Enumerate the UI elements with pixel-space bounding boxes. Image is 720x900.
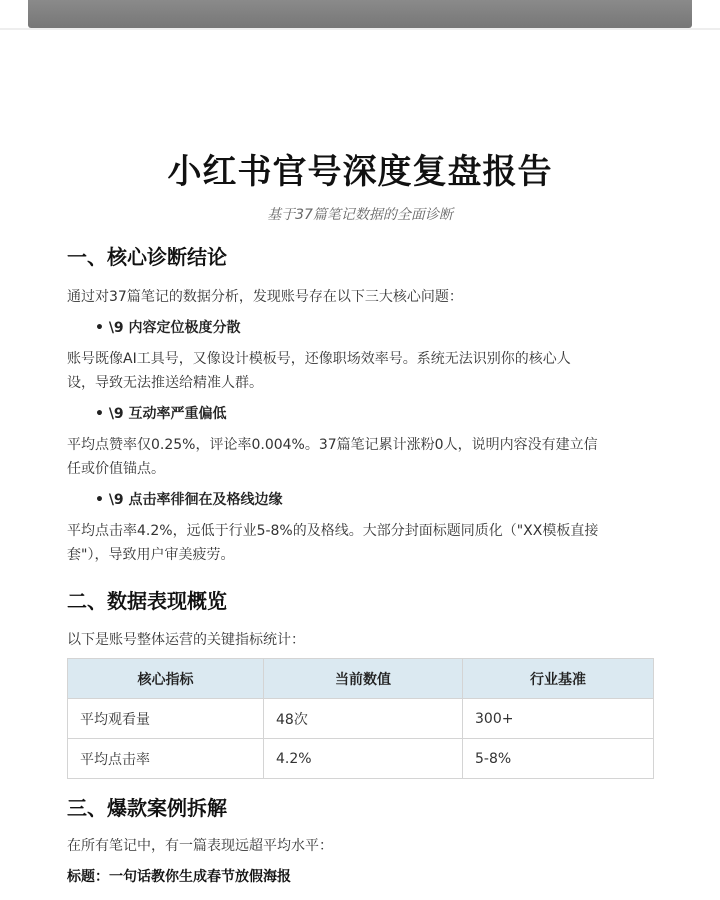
table-cell: 4.2% bbox=[264, 739, 463, 779]
table-header-cell: 行业基准 bbox=[463, 659, 654, 699]
problem-desc-line: 套"），导致用户审美疲劳。 bbox=[67, 547, 235, 563]
section-intro: 以下是账号整体运营的关键指标统计： bbox=[67, 632, 305, 648]
section-intro: 通过对37篇笔记的数据分析，发现账号存在以下三大核心问题： bbox=[67, 289, 463, 305]
page-edge bbox=[0, 28, 720, 30]
problem-desc-line: 任或价值锚点。 bbox=[67, 461, 165, 477]
problem-bullet: • \9 互动率严重偏低 bbox=[95, 406, 227, 422]
section-heading: 一、核心诊断结论 bbox=[67, 245, 227, 269]
metrics-table bbox=[67, 658, 654, 779]
problem-desc-line: 平均点击率4.2%，远低于行业5-8%的及格线。大部分封面标题同质化（"XX模板直接 bbox=[67, 523, 599, 539]
case-title: 标题：一句话教你生成春节放假海报 bbox=[67, 869, 291, 885]
problem-bullet: • \9 点击率徘徊在及格线边缘 bbox=[95, 492, 283, 508]
section-heading: 二、数据表现概览 bbox=[67, 589, 227, 613]
report-title: 小红书官号深度复盘报告 bbox=[167, 152, 553, 192]
problem-desc bbox=[67, 347, 657, 395]
problem-desc-line: 账号既像AI工具号，又像设计模板号，还像职场效率号。系统无法识别你的核心人 bbox=[67, 351, 571, 367]
table-header-cell: 核心指标 bbox=[68, 659, 264, 699]
problem-desc-line: 设，导致无法推送给精准人群。 bbox=[67, 375, 263, 391]
section-intro: 在所有笔记中，有一篇表现远超平均水平： bbox=[67, 838, 333, 854]
table-row bbox=[68, 699, 654, 739]
problem-desc bbox=[67, 433, 657, 481]
table-header-row bbox=[68, 659, 654, 699]
report-subtitle: 基于37篇笔记数据的全面诊断 bbox=[267, 207, 453, 223]
problem-desc-line: 平均点赞率仅0.25%，评论率0.004%。37篇笔记累计涨粉0人，说明内容没有建立信 bbox=[67, 437, 598, 453]
section-heading: 三、爆款案例拆解 bbox=[67, 796, 227, 820]
table-row bbox=[68, 739, 654, 779]
document-top-bar bbox=[28, 0, 692, 28]
table-cell: 5-8% bbox=[463, 739, 654, 779]
problem-desc bbox=[67, 519, 657, 567]
table-cell: 平均观看量 bbox=[68, 699, 264, 739]
table-cell: 300+ bbox=[463, 699, 654, 739]
problem-bullet: • \9 内容定位极度分散 bbox=[95, 320, 241, 336]
table-cell: 48次 bbox=[264, 699, 463, 739]
table-header-cell: 当前数值 bbox=[264, 659, 463, 699]
table-cell: 平均点击率 bbox=[68, 739, 264, 779]
